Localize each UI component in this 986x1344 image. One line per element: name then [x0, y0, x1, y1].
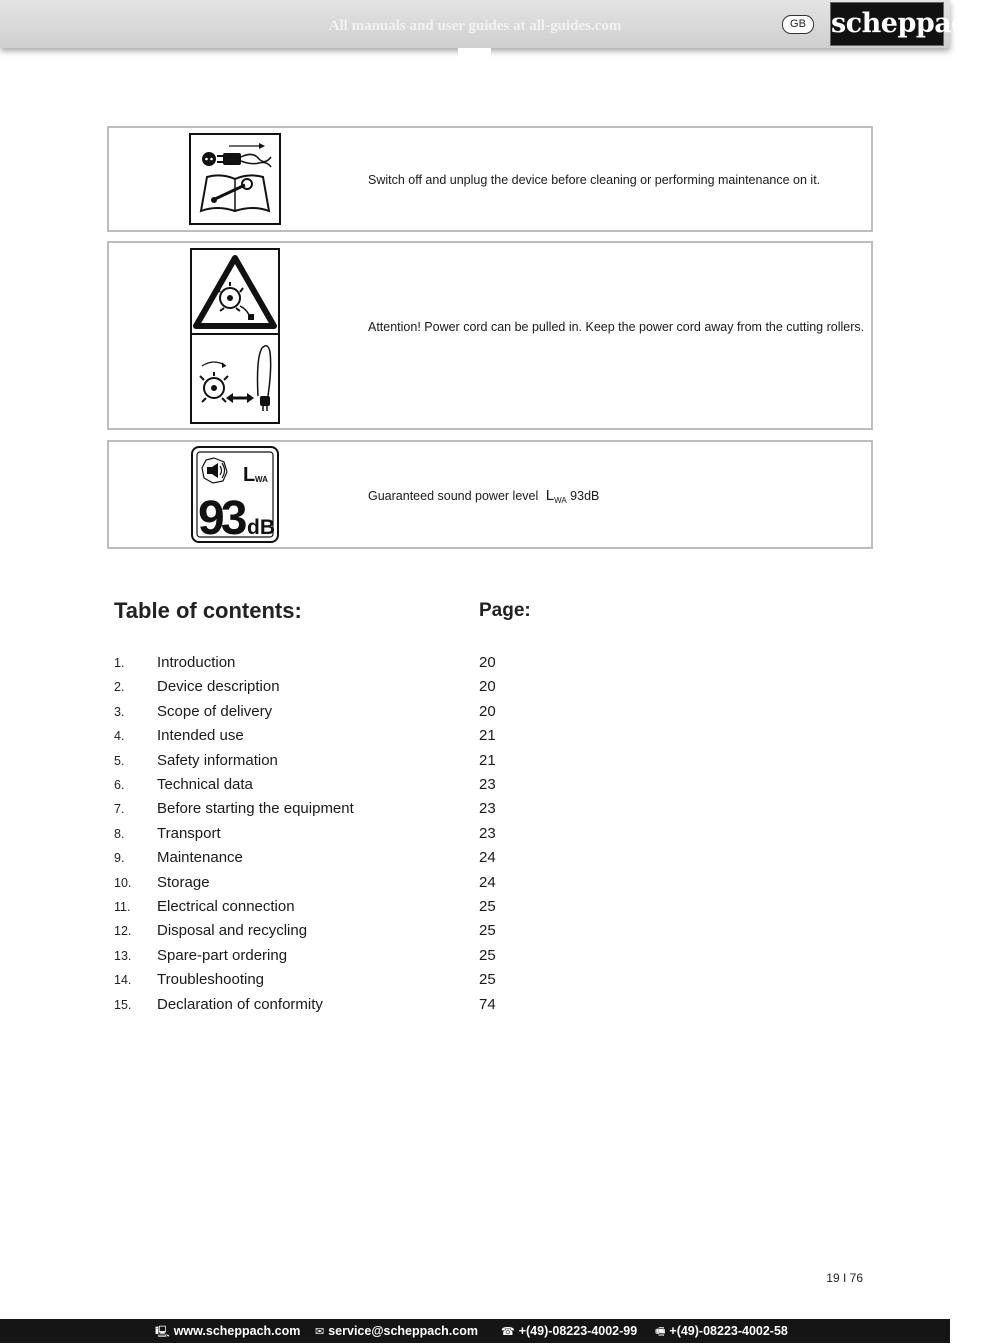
- toc-entry-label: Before starting the equipment: [157, 800, 354, 818]
- notice-unplug: [107, 126, 873, 232]
- toc-entry-page: 74: [479, 995, 496, 1013]
- footer-email[interactable]: [315, 1319, 478, 1344]
- toc-entry-num: 11.: [114, 900, 131, 914]
- toc-entry-num: 14.: [114, 973, 132, 988]
- toc-entry: [0, 971, 950, 995]
- toc-entry-num: 15.: [114, 997, 132, 1012]
- toc-entry-page: 21: [479, 727, 496, 745]
- toc-entry: [0, 922, 950, 946]
- notice-sound-level: [107, 440, 873, 549]
- unplug-read-manual-icon: [189, 133, 281, 230]
- toc-entry-page: 20: [479, 654, 496, 671]
- toc-entry: [0, 849, 950, 873]
- toc-entry-label: Device description: [157, 678, 280, 696]
- fax-icon: 🖷: [655, 1326, 666, 1338]
- toc-entry-page: 20: [479, 678, 496, 696]
- toc-entry-label: Troubleshooting: [157, 971, 265, 989]
- toc-entry-page: 25: [479, 971, 496, 989]
- page-number: 19 I 76: [826, 1271, 863, 1285]
- sound-level-subscript: WA: [554, 496, 567, 505]
- toc-entry-page: 24: [479, 849, 496, 867]
- watermark-text: All manuals and user guides at all-guides.com: [328, 18, 622, 34]
- sound-level-prefix: Guaranteed sound power level: [368, 489, 539, 503]
- sound-level-value: 93dB: [570, 489, 600, 503]
- toc-entry-label: Storage: [157, 873, 210, 891]
- toc-entry: [0, 727, 950, 751]
- toc-entry-page: 23: [479, 776, 496, 793]
- sound-label-value: 93: [198, 492, 244, 545]
- toc-entry-label: Spare-part ordering: [157, 946, 288, 964]
- toc-entry-num: 5.: [114, 753, 125, 768]
- toc-entry-label: Declaration of conformity: [157, 995, 323, 1013]
- sound-label-unit: dB: [247, 516, 275, 539]
- footer-fax-text: +(49)-08223-4002-58: [669, 1324, 788, 1338]
- toc-entry: [0, 776, 950, 800]
- toc-entry-label: Transport: [157, 824, 221, 842]
- toc-entry-label: Scope of delivery: [157, 702, 273, 720]
- footer-phone[interactable]: [501, 1319, 637, 1344]
- toc-entry: [0, 898, 950, 922]
- toc-entry: [0, 678, 950, 702]
- footer-phone-text: +(49)-08223-4002-99: [518, 1324, 638, 1338]
- page-footer: [0, 1319, 950, 1343]
- header-notch: [458, 48, 491, 58]
- toc-entry: [0, 654, 950, 678]
- toc-entry-label: Maintenance: [157, 849, 243, 867]
- cord-pulled-in-warning-icon: [190, 248, 280, 429]
- toc-entry-page: 21: [479, 751, 496, 769]
- toc-entry-num: 7.: [114, 802, 125, 817]
- toc-entry-page: 20: [479, 702, 496, 720]
- toc-entry-num: 1.: [114, 656, 125, 670]
- toc-entry-num: 8.: [114, 826, 125, 841]
- toc-entry-label: Intended use: [157, 727, 244, 745]
- footer-email-text: service@scheppach.com: [328, 1324, 478, 1338]
- toc-entry: [0, 874, 950, 898]
- toc-entry-num: 3.: [114, 704, 125, 719]
- sound-label-subscript: WA: [255, 475, 268, 484]
- toc-entry-num: 4.: [114, 729, 125, 744]
- toc-entry-label: Safety information: [157, 751, 278, 769]
- toc-entry: [0, 996, 950, 1020]
- footer-website[interactable]: [155, 1319, 300, 1344]
- toc-entry: [0, 947, 950, 971]
- toc-entry-page: 25: [479, 946, 496, 964]
- toc-entry-label: Technical data: [157, 776, 253, 793]
- toc-entry-num: 2.: [114, 680, 125, 695]
- notice-cord-warning-text: Attention! Power cord can be pulled in. Keep the power cord away from the cutting rollers.: [368, 320, 865, 334]
- toc-entry: [0, 825, 950, 849]
- toc-entry-label: Electrical connection: [157, 898, 295, 915]
- notice-unplug-text: Switch off and unplug the device before cleaning or performing maintenance on it.: [368, 173, 821, 187]
- sound-power-level-label-icon: [191, 446, 279, 548]
- computer-icon: 🖳: [155, 1326, 170, 1338]
- toc-title: Table of contents:: [114, 598, 302, 623]
- email-icon: ✉: [315, 1326, 325, 1338]
- toc-entry-num: 6.: [114, 778, 125, 792]
- toc-entry-page: 24: [479, 873, 496, 891]
- page-header: [0, 0, 986, 48]
- footer-fax[interactable]: [655, 1319, 788, 1344]
- toc-entry-num: 9.: [114, 851, 125, 866]
- phone-icon: ☎: [501, 1326, 515, 1338]
- toc-entry-page: 23: [479, 800, 496, 818]
- toc-entry-label: Introduction: [157, 654, 236, 671]
- toc-entry: [0, 703, 950, 727]
- notice-sound-level-text: [368, 487, 868, 509]
- toc-entry: [0, 752, 950, 776]
- toc-entry-num: 10.: [114, 875, 132, 890]
- toc-entry-num: 12.: [114, 924, 132, 939]
- toc-entry-page: 25: [479, 922, 496, 940]
- toc-entry-page: 25: [479, 898, 496, 915]
- toc-entry-label: Disposal and recycling: [157, 922, 308, 940]
- notice-cord-warning: [107, 241, 873, 430]
- toc-entry-num: 13.: [114, 948, 132, 963]
- sound-label-letter: L: [243, 464, 256, 486]
- language-badge: GB: [782, 15, 814, 34]
- sound-level-symbol: L: [545, 487, 555, 504]
- toc-entry-page: 23: [479, 824, 496, 842]
- footer-website-text: www.scheppach.com: [173, 1324, 301, 1338]
- toc-entry: [0, 800, 950, 824]
- brand-logo: scheppach: [830, 2, 944, 46]
- toc-page-heading: Page:: [479, 600, 531, 621]
